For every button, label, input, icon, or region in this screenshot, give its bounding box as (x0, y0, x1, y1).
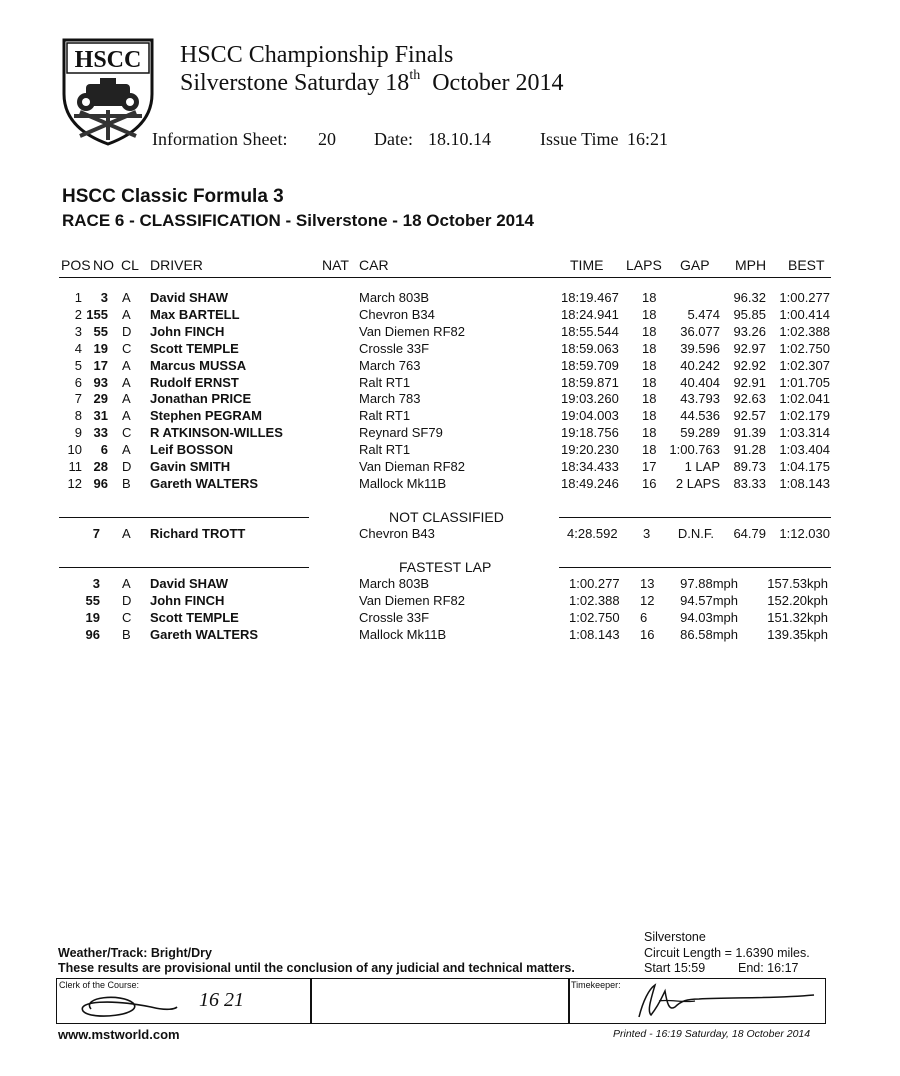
time-cell: 18:59.709 (561, 358, 619, 373)
mph-cell: 83.33 (733, 476, 766, 491)
race-title: RACE 6 - CLASSIFICATION - Silverstone - 18 October 2014 (62, 211, 535, 230)
gap-cell: 59.289 (680, 425, 720, 440)
pos-cell: 9 (74, 425, 82, 440)
gap-cell: 36.077 (680, 324, 720, 339)
table-row (0, 341, 900, 358)
time-cell: 4:28.592 (567, 526, 618, 541)
laps-cell: 18 (642, 391, 657, 406)
car-cell: Ralt RT1 (359, 375, 411, 390)
pos-cell: 4 (74, 341, 82, 356)
date-label: Date: (374, 129, 413, 149)
car-cell: Mallock Mk11B (359, 476, 447, 491)
best-lap-cell: 1:12.030 (779, 526, 830, 541)
time-cell: 18:55.544 (561, 324, 619, 339)
weather-track: Weather/Track: Bright/Dry (58, 946, 212, 960)
circuit-name: Silverstone (644, 930, 706, 944)
section-rule-left (59, 567, 309, 568)
car-number-cell: 33 (93, 425, 108, 440)
speed-mph-cell: 94.03mph (680, 610, 738, 625)
table-row (0, 307, 900, 324)
col-gap: GAP (680, 257, 710, 273)
end-time: End: 16:17 (738, 961, 799, 975)
class-cell: D (122, 459, 132, 474)
col-pos: POS (61, 257, 91, 273)
gap-cell: 44.536 (680, 408, 720, 423)
best-lap-cell: 1:03.314 (779, 425, 830, 440)
time-cell: 18:59.871 (561, 375, 619, 390)
table-row (0, 358, 900, 375)
class-cell: A (122, 442, 131, 457)
class-cell: B (122, 476, 131, 491)
laps-cell: 3 (643, 526, 651, 541)
timekeeper-label: Timekeeper: (571, 980, 621, 990)
driver-cell: John FINCH (150, 324, 225, 339)
driver-cell: R ATKINSON-WILLES (150, 425, 283, 440)
header-rule (59, 277, 831, 278)
driver-cell: Leif BOSSON (150, 442, 234, 457)
pos-cell: 1 (74, 290, 82, 305)
driver-cell: Gavin SMITH (150, 459, 231, 474)
venue-date-line (180, 70, 564, 97)
mph-cell: 92.63 (733, 391, 766, 406)
driver-cell: John FINCH (150, 593, 225, 608)
start-time: Start 15:59 (644, 961, 706, 975)
driver-cell: David SHAW (150, 290, 229, 305)
table-row (0, 476, 900, 493)
best-lap-cell: 1:04.175 (779, 459, 830, 474)
pos-cell: 7 (74, 391, 82, 406)
speed-mph-cell: 94.57mph (680, 593, 738, 608)
table-row (0, 391, 900, 408)
time-cell: 18:19.467 (561, 290, 619, 305)
svg-text:HSCC: HSCC (74, 47, 142, 73)
gap-cell: 2 LAPS (675, 476, 720, 491)
circuit-length: Circuit Length = 1.6390 miles. (644, 946, 810, 960)
info-number: 20 (318, 129, 336, 149)
speed-kph-cell: 151.32kph (767, 610, 828, 625)
car-cell: Van Dieman RF82 (359, 459, 465, 474)
speed-mph-cell: 97.88mph (680, 576, 738, 591)
gap-cell: 1:00.763 (669, 442, 720, 457)
best-lap-cell: 1:08.143 (779, 476, 830, 491)
gap-cell: 1 LAP (684, 459, 720, 474)
lap-number-cell: 12 (640, 593, 655, 608)
table-row (0, 408, 900, 425)
car-number-cell: 93 (93, 375, 108, 390)
car-number-cell: 17 (93, 358, 108, 373)
car-number-cell: 96 (85, 627, 100, 642)
time-cell: 19:04.003 (561, 408, 619, 423)
col-car: CAR (359, 257, 389, 273)
car-number-cell: 28 (93, 459, 108, 474)
col-best: BEST (788, 257, 825, 273)
laps-cell: 18 (642, 425, 657, 440)
pos-cell: 2 (74, 307, 82, 322)
car-number-cell: 29 (93, 391, 108, 406)
lap-number-cell: 13 (640, 576, 655, 591)
driver-cell: Richard TROTT (150, 526, 246, 541)
pos-cell: 6 (74, 375, 82, 390)
col-driver: DRIVER (150, 257, 203, 273)
col-mph: MPH (735, 257, 767, 273)
driver-cell: David SHAW (150, 576, 229, 591)
mph-cell: 91.28 (733, 442, 766, 457)
car-cell: March 803B (359, 290, 430, 305)
lap-time-cell: 1:02.750 (569, 610, 620, 625)
driver-cell: Rudolf ERNST (150, 375, 239, 390)
laps-cell: 17 (642, 459, 657, 474)
best-lap-cell: 1:02.041 (779, 391, 830, 406)
mph-cell: 64.79 (733, 526, 766, 541)
date-value: 18.10.14 (428, 129, 491, 149)
car-number-cell: 7 (92, 526, 100, 541)
pos-cell: 10 (67, 442, 82, 457)
issue-time: 16:21 (627, 129, 669, 149)
speed-kph-cell: 139.35kph (767, 627, 828, 642)
issue-label: Issue Time (540, 129, 619, 149)
venue-date-suffix: October 2014 (432, 70, 564, 96)
section-rule-left (59, 517, 309, 518)
clerk-signature (71, 987, 181, 1023)
col-time: TIME (570, 257, 604, 273)
time-cell: 19:03.260 (561, 391, 619, 406)
class-cell: B (122, 627, 131, 642)
gap-cell: 40.242 (680, 358, 720, 373)
table-row (0, 442, 900, 459)
car-cell: Van Diemen RF82 (359, 324, 465, 339)
car-number-cell: 96 (93, 476, 108, 491)
class-cell: D (122, 324, 132, 339)
hscc-logo (60, 36, 156, 148)
laps-cell: 18 (642, 290, 657, 305)
best-lap-cell: 1:02.307 (779, 358, 830, 373)
venue-date-prefix: Silverstone Saturday 18 (180, 70, 410, 96)
best-lap-cell: 1:00.414 (779, 307, 830, 322)
col-laps: LAPS (626, 257, 662, 273)
table-row (0, 324, 900, 341)
car-number-cell: 55 (93, 324, 108, 339)
car-cell: Chevron B34 (359, 307, 435, 322)
col-no: NO (93, 257, 114, 273)
car-number-cell: 31 (93, 408, 108, 423)
website: www.mstworld.com (58, 1027, 180, 1042)
pos-cell: 3 (74, 324, 82, 339)
class-cell: A (122, 307, 131, 322)
clerk-signature-box (56, 978, 312, 1024)
driver-cell: Scott TEMPLE (150, 610, 239, 625)
car-number-cell: 55 (85, 593, 100, 608)
gap-cell: 40.404 (680, 375, 720, 390)
car-cell: Reynard SF79 (359, 425, 443, 440)
gap-cell: 5.474 (687, 307, 720, 322)
car-number-cell: 19 (85, 610, 100, 625)
date-suffix: th (409, 68, 421, 83)
laps-cell: 16 (642, 476, 657, 491)
car-cell: March 803B (359, 576, 430, 591)
pos-cell: 12 (67, 476, 82, 491)
lap-time-cell: 1:00.277 (569, 576, 620, 591)
table-row (0, 459, 900, 476)
mph-cell: 96.32 (733, 290, 766, 305)
series-title: HSCC Classic Formula 3 (62, 186, 284, 207)
car-number-cell: 155 (86, 307, 108, 322)
pos-cell: 11 (68, 459, 82, 474)
time-cell: 18:49.246 (561, 476, 619, 491)
car-number-cell: 19 (93, 341, 108, 356)
driver-cell: Jonathan PRICE (150, 391, 252, 406)
championship-title: HSCC Championship Finals (180, 42, 454, 68)
time-cell: 19:18.756 (561, 425, 619, 440)
info-label: Information Sheet: (152, 129, 288, 149)
middle-box (310, 978, 570, 1024)
driver-cell: Scott TEMPLE (150, 341, 239, 356)
best-lap-cell: 1:03.404 (779, 442, 830, 457)
class-cell: A (122, 576, 131, 591)
timekeeper-signature-box (568, 978, 826, 1024)
driver-cell: Gareth WALTERS (150, 476, 259, 491)
class-cell: A (122, 290, 131, 305)
table-row (0, 526, 900, 543)
car-cell: Van Diemen RF82 (359, 593, 465, 608)
lap-time-cell: 1:02.388 (569, 593, 620, 608)
not-classified-heading: NOT CLASSIFIED (389, 509, 504, 525)
pos-cell: 8 (74, 408, 82, 423)
laps-cell: 18 (642, 358, 657, 373)
mph-cell: 92.92 (733, 358, 766, 373)
car-cell: Crossle 33F (359, 610, 430, 625)
time-cell: 19:20.230 (561, 442, 619, 457)
speed-mph-cell: 86.58mph (680, 627, 738, 642)
provisional-note: These results are provisional until the conclusion of any judicial and technical matters. (58, 961, 575, 975)
lap-number-cell: 6 (640, 610, 648, 625)
car-cell: Mallock Mk11B (359, 627, 447, 642)
mph-cell: 93.26 (733, 324, 766, 339)
best-lap-cell: 1:01.705 (779, 375, 830, 390)
table-row (0, 425, 900, 442)
section-rule-right (559, 567, 831, 568)
speed-kph-cell: 152.20kph (767, 593, 828, 608)
gap-cell: 39.596 (680, 341, 720, 356)
driver-cell: Gareth WALTERS (150, 627, 259, 642)
time-cell: 18:34.433 (561, 459, 619, 474)
table-row (0, 627, 900, 644)
driver-cell: Marcus MUSSA (150, 358, 247, 373)
section-rule-right (559, 517, 831, 518)
speed-kph-cell: 157.53kph (767, 576, 828, 591)
laps-cell: 18 (642, 307, 657, 322)
mph-cell: 92.97 (733, 341, 766, 356)
printed-timestamp: Printed - 16:19 Saturday, 18 October 2014 (613, 1028, 811, 1040)
lap-number-cell: 16 (640, 627, 655, 642)
table-row (0, 610, 900, 627)
class-cell: D (122, 593, 132, 608)
car-cell: Ralt RT1 (359, 442, 411, 457)
car-cell: Ralt RT1 (359, 408, 411, 423)
car-number-cell: 3 (100, 290, 108, 305)
fastest-lap-heading: FASTEST LAP (399, 559, 492, 575)
mph-cell: 91.39 (733, 425, 766, 440)
best-lap-cell: 1:02.179 (779, 408, 830, 423)
laps-cell: 18 (642, 324, 657, 339)
car-cell: March 763 (359, 358, 421, 373)
best-lap-cell: 1:00.277 (779, 290, 830, 305)
mph-cell: 89.73 (733, 459, 766, 474)
class-cell: A (122, 375, 131, 390)
class-cell: A (122, 526, 131, 541)
mph-cell: 92.91 (733, 375, 766, 390)
class-cell: C (122, 610, 132, 625)
class-cell: A (122, 358, 131, 373)
table-row (0, 375, 900, 392)
best-lap-cell: 1:02.750 (779, 341, 830, 356)
gap-cell: D.N.F. (677, 526, 714, 541)
car-number-cell: 3 (92, 576, 100, 591)
driver-cell: Max BARTELL (150, 307, 240, 322)
col-nat: NAT (322, 257, 349, 273)
table-row (0, 593, 900, 610)
car-cell: Crossle 33F (359, 341, 430, 356)
timekeeper-signature (629, 981, 819, 1021)
mph-cell: 95.85 (733, 307, 766, 322)
laps-cell: 18 (642, 375, 657, 390)
pos-cell: 5 (74, 358, 82, 373)
laps-cell: 18 (642, 341, 657, 356)
driver-cell: Stephen PEGRAM (150, 408, 262, 423)
mph-cell: 92.57 (733, 408, 766, 423)
class-cell: A (122, 408, 131, 423)
clerk-label: Clerk of the Course: (59, 980, 140, 990)
lap-time-cell: 1:08.143 (569, 627, 620, 642)
best-lap-cell: 1:02.388 (779, 324, 830, 339)
laps-cell: 18 (642, 442, 657, 457)
car-number-cell: 6 (100, 442, 108, 457)
table-row (0, 290, 900, 307)
clerk-handwritten-time: 16 21 (199, 989, 244, 1011)
car-cell: March 783 (359, 391, 421, 406)
time-cell: 18:59.063 (561, 341, 619, 356)
laps-cell: 18 (642, 408, 657, 423)
gap-cell: 43.793 (680, 391, 720, 406)
table-row (0, 576, 900, 593)
car-cell: Chevron B43 (359, 526, 435, 541)
class-cell: A (122, 391, 131, 406)
time-cell: 18:24.941 (561, 307, 619, 322)
col-cl: CL (121, 257, 139, 273)
class-cell: C (122, 341, 132, 356)
class-cell: C (122, 425, 132, 440)
